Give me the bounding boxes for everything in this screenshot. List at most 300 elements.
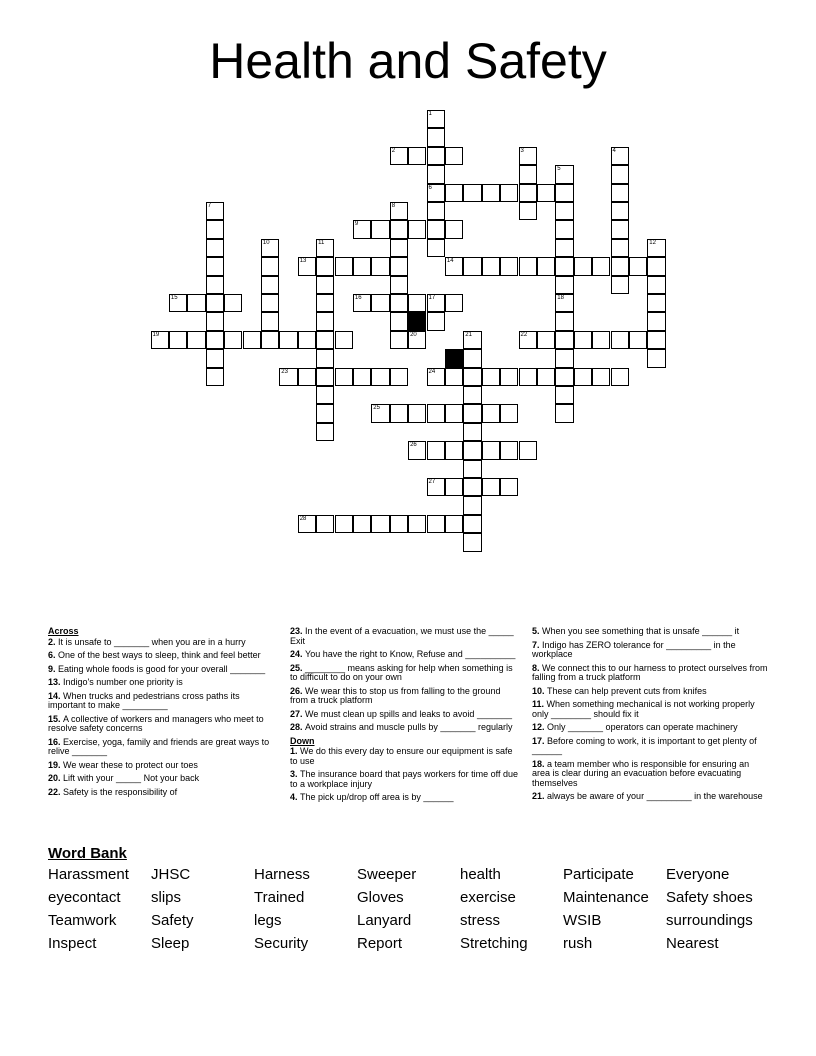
grid-cell[interactable] bbox=[445, 184, 463, 202]
grid-cell[interactable] bbox=[537, 368, 555, 386]
grid-cell[interactable] bbox=[298, 331, 316, 349]
grid-cell[interactable] bbox=[463, 368, 481, 386]
grid-cell[interactable] bbox=[298, 368, 316, 386]
clue bbox=[290, 710, 518, 720]
grid-cell[interactable] bbox=[279, 331, 297, 349]
grid-cell[interactable] bbox=[519, 184, 537, 202]
word-bank-word: Sweeper bbox=[357, 866, 417, 883]
clue-text: We connect this to our harness to protect ourselves from falling from a truck platform bbox=[532, 662, 768, 682]
clue bbox=[290, 664, 518, 683]
clues-column-1 bbox=[48, 627, 276, 801]
grid-cell[interactable] bbox=[555, 257, 573, 275]
clue-text: Only _______ operators can operate machinery bbox=[547, 722, 738, 732]
clue-text: When you see something that is unsafe ______ it bbox=[542, 626, 740, 636]
word-bank-word: Everyone bbox=[666, 866, 730, 883]
grid-cell[interactable] bbox=[151, 331, 169, 349]
grid-cell[interactable] bbox=[611, 220, 629, 238]
grid-cell[interactable] bbox=[463, 478, 481, 496]
grid-cell[interactable] bbox=[353, 515, 371, 533]
clue-number: 23 bbox=[281, 368, 288, 375]
grid-cell[interactable] bbox=[316, 386, 334, 404]
grid-cell[interactable] bbox=[647, 331, 665, 349]
grid-cell[interactable] bbox=[555, 404, 573, 422]
grid-cell[interactable] bbox=[261, 294, 279, 312]
clue-label: 28. bbox=[290, 722, 306, 732]
grid-cell[interactable] bbox=[519, 257, 537, 275]
grid-cell[interactable] bbox=[482, 184, 500, 202]
grid-cell[interactable] bbox=[445, 368, 463, 386]
grid-cell[interactable] bbox=[187, 331, 205, 349]
clue-text: In the event of a evacuation, we must use the _____ Exit bbox=[290, 626, 514, 646]
grid-cell[interactable] bbox=[427, 165, 445, 183]
clue-number: 3 bbox=[520, 147, 524, 154]
grid-cell[interactable] bbox=[279, 368, 297, 386]
clue bbox=[48, 788, 276, 798]
grid-cell[interactable] bbox=[629, 257, 647, 275]
clue-label: 23. bbox=[290, 626, 306, 636]
clue-text: Lift with your _____ Not your back bbox=[63, 773, 200, 783]
clue bbox=[48, 715, 276, 734]
grid-cell[interactable] bbox=[445, 515, 463, 533]
grid-cell[interactable] bbox=[574, 331, 592, 349]
grid-cell[interactable] bbox=[390, 312, 408, 330]
clue bbox=[532, 687, 768, 697]
grid-cell[interactable] bbox=[463, 386, 481, 404]
clue bbox=[532, 627, 768, 637]
grid-cell[interactable] bbox=[463, 460, 481, 478]
grid-cell[interactable] bbox=[592, 368, 610, 386]
word-bank-word: surroundings bbox=[666, 912, 753, 929]
clue-label: 5. bbox=[532, 626, 543, 636]
grid-cell[interactable] bbox=[500, 368, 518, 386]
across-clue-list-continued bbox=[290, 627, 518, 733]
clue-number: 4 bbox=[612, 147, 616, 154]
grid-cell[interactable] bbox=[482, 368, 500, 386]
grid-cell[interactable] bbox=[261, 312, 279, 330]
grid-cell[interactable] bbox=[408, 294, 426, 312]
grid-cell[interactable] bbox=[555, 184, 573, 202]
clue-text: When trucks and pedestrians cross paths its important to make _________ bbox=[48, 690, 240, 710]
grid-cell[interactable] bbox=[390, 331, 408, 349]
clue-number: 21 bbox=[465, 331, 472, 338]
black-cell bbox=[445, 349, 463, 367]
word-bank-word: Safety shoes bbox=[666, 889, 753, 906]
grid-cell[interactable] bbox=[519, 202, 537, 220]
grid-cell[interactable] bbox=[611, 368, 629, 386]
grid-cell[interactable] bbox=[427, 110, 445, 128]
word-bank-word: Inspect bbox=[48, 935, 97, 952]
grid-cell[interactable] bbox=[316, 515, 334, 533]
clue bbox=[48, 761, 276, 771]
grid-cell[interactable] bbox=[316, 312, 334, 330]
word-bank-word: slips bbox=[151, 889, 182, 906]
clue-number: 6 bbox=[428, 184, 432, 191]
grid-cell[interactable] bbox=[371, 294, 389, 312]
clue bbox=[48, 738, 276, 757]
clue bbox=[48, 692, 276, 711]
grid-cell[interactable] bbox=[647, 312, 665, 330]
clue-text: You have the right to Know, Refuse and __________ bbox=[305, 649, 516, 659]
grid-cell[interactable] bbox=[371, 220, 389, 238]
grid-cell[interactable] bbox=[519, 331, 537, 349]
grid-cell[interactable] bbox=[519, 147, 537, 165]
grid-cell[interactable] bbox=[371, 515, 389, 533]
clue-number: 24 bbox=[428, 368, 436, 375]
clue-number: 19 bbox=[152, 331, 160, 338]
grid-cell[interactable] bbox=[390, 147, 408, 165]
grid-cell[interactable] bbox=[427, 368, 445, 386]
grid-cell[interactable] bbox=[169, 331, 187, 349]
grid-cell[interactable] bbox=[611, 276, 629, 294]
grid-cell[interactable] bbox=[463, 349, 481, 367]
grid-cell[interactable] bbox=[555, 386, 573, 404]
grid-cell[interactable] bbox=[390, 239, 408, 257]
clue-text: Eating whole foods is good for your overall _______ bbox=[58, 663, 266, 674]
grid-cell[interactable] bbox=[463, 257, 481, 275]
clue-number: 10 bbox=[262, 239, 270, 246]
grid-cell[interactable] bbox=[408, 441, 426, 459]
clue-number: 7 bbox=[207, 203, 212, 209]
clue-number: 20 bbox=[410, 331, 417, 338]
clue-number: 26 bbox=[410, 442, 417, 449]
clue-text: a team member who is responsible for ensuring an area is clear during an evacuation before evacuating themselves bbox=[532, 758, 750, 788]
clue bbox=[532, 641, 768, 660]
word-bank-word: Trained bbox=[254, 889, 305, 906]
grid-cell[interactable] bbox=[555, 202, 573, 220]
grid-cell[interactable] bbox=[574, 257, 592, 275]
clue-label: 18. bbox=[532, 758, 548, 769]
grid-cell[interactable] bbox=[427, 441, 445, 459]
clue bbox=[290, 723, 518, 733]
word-bank-word: Lanyard bbox=[357, 912, 412, 929]
clue bbox=[48, 651, 276, 661]
grid-cell[interactable] bbox=[463, 331, 481, 349]
word-bank-word: JHSC bbox=[151, 866, 191, 883]
grid-cell[interactable] bbox=[555, 294, 573, 312]
word-bank-word: Gloves bbox=[357, 889, 404, 906]
word-bank-word: Nearest bbox=[666, 935, 719, 952]
grid-cell[interactable] bbox=[169, 294, 187, 312]
grid-cell[interactable] bbox=[463, 404, 481, 422]
grid-cell[interactable] bbox=[316, 404, 334, 422]
word-bank-word: Harassment bbox=[48, 866, 129, 883]
grid-cell[interactable] bbox=[371, 368, 389, 386]
word-bank-word: eyecontact bbox=[48, 889, 121, 906]
clue-label: 24. bbox=[290, 649, 306, 659]
clue-number: 5 bbox=[557, 166, 561, 173]
grid-cell[interactable] bbox=[408, 147, 426, 165]
grid-cell[interactable] bbox=[427, 515, 445, 533]
grid-cell[interactable] bbox=[206, 276, 224, 294]
clue-label: 14. bbox=[48, 690, 64, 701]
black-cell bbox=[408, 312, 426, 330]
grid-cell[interactable] bbox=[592, 257, 610, 275]
clue-text: Indigo's number one priority is bbox=[63, 677, 183, 687]
grid-cell[interactable] bbox=[445, 404, 463, 422]
clue-text: The pick up/drop off area is by ______ bbox=[300, 792, 454, 802]
clue-number: 14 bbox=[446, 258, 454, 265]
grid-cell[interactable] bbox=[261, 257, 279, 275]
grid-cell[interactable] bbox=[206, 257, 224, 275]
page-title: Health and Safety bbox=[209, 33, 607, 89]
word-bank-word: Teamwork bbox=[48, 912, 117, 929]
grid-cell[interactable] bbox=[316, 423, 334, 441]
grid-cell[interactable] bbox=[243, 331, 261, 349]
grid-cell[interactable] bbox=[390, 404, 408, 422]
grid-cell[interactable] bbox=[500, 257, 518, 275]
grid-cell[interactable] bbox=[647, 257, 665, 275]
grid-cell[interactable] bbox=[647, 276, 665, 294]
clue-label: 12. bbox=[532, 722, 548, 732]
grid-cell[interactable] bbox=[316, 331, 334, 349]
grid-cell[interactable] bbox=[408, 404, 426, 422]
clue-number: 22 bbox=[520, 331, 528, 338]
grid-cell[interactable] bbox=[445, 441, 463, 459]
word-bank-word: exercise bbox=[460, 889, 516, 906]
grid-cell[interactable] bbox=[555, 276, 573, 294]
grid-cell[interactable] bbox=[298, 257, 316, 275]
clue-label: 1. bbox=[290, 746, 301, 756]
grid-cell[interactable] bbox=[206, 331, 224, 349]
grid-cell[interactable] bbox=[316, 276, 334, 294]
grid-cell[interactable] bbox=[537, 257, 555, 275]
grid-cell[interactable] bbox=[537, 184, 555, 202]
grid-cell[interactable] bbox=[482, 257, 500, 275]
grid-cell[interactable] bbox=[316, 349, 334, 367]
clue-label: 16. bbox=[48, 736, 64, 747]
grid-cell[interactable] bbox=[611, 239, 629, 257]
word-bank-word: Participate bbox=[563, 866, 634, 883]
clue-text: We wear this to stop us from falling to the ground from a truck platform bbox=[290, 685, 501, 705]
clue bbox=[290, 747, 518, 766]
clue-label: 20. bbox=[48, 773, 64, 783]
grid-cell[interactable] bbox=[390, 220, 408, 238]
grid-cell[interactable] bbox=[611, 147, 629, 165]
word-bank-word: health bbox=[460, 866, 501, 883]
clue bbox=[48, 774, 276, 784]
grid-cell[interactable] bbox=[316, 368, 334, 386]
grid-cell[interactable] bbox=[206, 349, 224, 367]
clue bbox=[290, 687, 518, 706]
grid-cell[interactable] bbox=[555, 349, 573, 367]
grid-cell[interactable] bbox=[390, 368, 408, 386]
grid-cell[interactable] bbox=[206, 294, 224, 312]
clue-label: 9. bbox=[48, 663, 59, 674]
down-clue-list bbox=[290, 747, 518, 803]
grid-cell[interactable] bbox=[463, 423, 481, 441]
clue bbox=[48, 665, 276, 675]
grid-cell[interactable] bbox=[427, 312, 445, 330]
grid-cell[interactable] bbox=[427, 184, 445, 202]
clue-text: One of the best ways to sleep, think and feel better bbox=[58, 650, 261, 660]
grid-cell[interactable] bbox=[482, 404, 500, 422]
grid-cell[interactable] bbox=[316, 239, 334, 257]
clue bbox=[290, 627, 518, 646]
grid-cell[interactable] bbox=[224, 331, 242, 349]
clue-number: 1 bbox=[428, 111, 432, 117]
clue-text: ________ means asking for help when something is to difficult to do on your own bbox=[290, 662, 513, 682]
grid-cell[interactable] bbox=[206, 312, 224, 330]
clue-label: 21. bbox=[532, 791, 548, 801]
clue bbox=[532, 760, 768, 789]
clues-column-3 bbox=[532, 627, 768, 806]
clue-text: A collective of workers and managers who meet to resolve safety concerns bbox=[48, 713, 264, 733]
grid-cell[interactable] bbox=[482, 441, 500, 459]
grid-cell[interactable] bbox=[390, 202, 408, 220]
grid-cell[interactable] bbox=[206, 239, 224, 257]
grid-cell[interactable] bbox=[463, 533, 481, 551]
clue bbox=[532, 737, 768, 756]
grid-cell[interactable] bbox=[371, 257, 389, 275]
clue-text: We wear these to protect our toes bbox=[63, 759, 198, 770]
grid-cell[interactable] bbox=[316, 257, 334, 275]
clue-number: 8 bbox=[391, 203, 396, 209]
grid-cell[interactable] bbox=[427, 478, 445, 496]
word-bank-word: stress bbox=[460, 912, 501, 929]
clue-text: These can help prevent cuts from knifes bbox=[547, 685, 707, 696]
grid-cell[interactable] bbox=[224, 294, 242, 312]
clue-label: 13. bbox=[48, 677, 64, 687]
grid-cell[interactable] bbox=[353, 368, 371, 386]
grid-cell[interactable] bbox=[500, 441, 518, 459]
grid-cell[interactable] bbox=[611, 331, 629, 349]
clue-text: We must clean up spills and leaks to avoid _______ bbox=[305, 708, 512, 719]
grid-cell[interactable] bbox=[445, 294, 463, 312]
grid-cell[interactable] bbox=[555, 165, 573, 183]
clue-label: 2. bbox=[48, 636, 59, 647]
grid-cell[interactable] bbox=[206, 368, 224, 386]
grid-cell[interactable] bbox=[647, 294, 665, 312]
grid-cell[interactable] bbox=[390, 257, 408, 275]
grid-cell[interactable] bbox=[335, 515, 353, 533]
grid-cell[interactable] bbox=[574, 368, 592, 386]
grid-cell[interactable] bbox=[316, 294, 334, 312]
grid-cell[interactable] bbox=[445, 220, 463, 238]
grid-cell[interactable] bbox=[647, 349, 665, 367]
grid-cell[interactable] bbox=[335, 331, 353, 349]
word-bank-word: Sleep bbox=[151, 935, 190, 952]
grid-cell[interactable] bbox=[555, 239, 573, 257]
grid-cell[interactable] bbox=[390, 276, 408, 294]
grid-cell[interactable] bbox=[187, 294, 205, 312]
grid-cell[interactable] bbox=[390, 515, 408, 533]
clue-label: 6. bbox=[48, 650, 59, 660]
grid-cell[interactable] bbox=[463, 515, 481, 533]
clue-label: 26. bbox=[290, 685, 306, 696]
clue-number: 15 bbox=[170, 295, 178, 301]
grid-cell[interactable] bbox=[629, 331, 647, 349]
grid-cell[interactable] bbox=[353, 257, 371, 275]
grid-cell[interactable] bbox=[611, 257, 629, 275]
grid-cell[interactable] bbox=[408, 220, 426, 238]
grid-cell[interactable] bbox=[261, 276, 279, 294]
clue-number: 17 bbox=[428, 295, 436, 301]
grid-cell[interactable] bbox=[353, 220, 371, 238]
grid-cell[interactable] bbox=[427, 239, 445, 257]
grid-cell[interactable] bbox=[555, 331, 573, 349]
clue bbox=[290, 650, 518, 660]
grid-cell[interactable] bbox=[555, 220, 573, 238]
clue-text: The insurance board that pays workers for time off due to a workplace injury bbox=[290, 769, 518, 789]
grid-cell[interactable] bbox=[335, 257, 353, 275]
grid-cell[interactable] bbox=[390, 294, 408, 312]
grid-cell[interactable] bbox=[445, 257, 463, 275]
grid-cell[interactable] bbox=[500, 478, 518, 496]
grid-cell[interactable] bbox=[592, 331, 610, 349]
grid-cell[interactable] bbox=[647, 239, 665, 257]
grid-cell[interactable] bbox=[335, 368, 353, 386]
grid-cell[interactable] bbox=[427, 294, 445, 312]
grid-cell[interactable] bbox=[463, 441, 481, 459]
grid-cell[interactable] bbox=[463, 184, 481, 202]
clue-label: 3. bbox=[290, 769, 301, 779]
grid-cell[interactable] bbox=[206, 220, 224, 238]
grid-cell[interactable] bbox=[206, 202, 224, 220]
grid-cell[interactable] bbox=[353, 294, 371, 312]
clue-number: 12 bbox=[649, 239, 656, 246]
grid-cell[interactable] bbox=[427, 128, 445, 146]
clue-label: 4. bbox=[290, 792, 301, 802]
clue-label: 27. bbox=[290, 708, 306, 719]
word-bank-word: WSIB bbox=[563, 912, 602, 929]
clue-label: 10. bbox=[532, 685, 548, 696]
grid-cell[interactable] bbox=[261, 331, 279, 349]
grid-cell[interactable] bbox=[500, 404, 518, 422]
grid-cell[interactable] bbox=[611, 184, 629, 202]
clue-label: 7. bbox=[532, 639, 543, 650]
clue bbox=[532, 700, 768, 719]
clue bbox=[532, 723, 768, 733]
grid-cell[interactable] bbox=[537, 331, 555, 349]
grid-cell[interactable] bbox=[555, 312, 573, 330]
word-bank-word: Maintenance bbox=[563, 889, 649, 906]
clue bbox=[48, 638, 276, 648]
grid-cell[interactable] bbox=[519, 165, 537, 183]
grid-cell[interactable] bbox=[500, 184, 518, 202]
grid-cell[interactable] bbox=[408, 515, 426, 533]
down-clue-list-continued bbox=[532, 627, 768, 802]
grid-cell[interactable] bbox=[611, 202, 629, 220]
grid-cell[interactable] bbox=[519, 441, 537, 459]
clue-text: always be aware of your _________ in the warehouse bbox=[547, 791, 763, 801]
clue-label: 17. bbox=[532, 735, 548, 746]
clue-number: 2 bbox=[391, 147, 396, 154]
grid-cell[interactable] bbox=[298, 515, 316, 533]
grid-cell[interactable] bbox=[261, 239, 279, 257]
grid-cell[interactable] bbox=[445, 147, 463, 165]
clue-number: 9 bbox=[354, 221, 359, 228]
grid-cell[interactable] bbox=[463, 496, 481, 514]
grid-cell[interactable] bbox=[427, 202, 445, 220]
grid-cell[interactable] bbox=[427, 147, 445, 165]
grid-cell[interactable] bbox=[611, 165, 629, 183]
grid-cell[interactable] bbox=[555, 368, 573, 386]
clue-number: 28 bbox=[299, 515, 307, 522]
grid-cell[interactable] bbox=[482, 478, 500, 496]
clue bbox=[48, 678, 276, 688]
down-heading: Down bbox=[290, 735, 315, 746]
grid-cell[interactable] bbox=[445, 478, 463, 496]
grid-cell[interactable] bbox=[427, 404, 445, 422]
grid-cell[interactable] bbox=[408, 331, 426, 349]
word-bank-word: Harness bbox=[254, 866, 310, 883]
grid-cell[interactable] bbox=[519, 368, 537, 386]
grid-cell[interactable] bbox=[371, 404, 389, 422]
word-bank-word: Security bbox=[254, 935, 309, 952]
word-bank-word: legs bbox=[254, 912, 282, 929]
clue bbox=[290, 793, 518, 803]
grid-cell[interactable] bbox=[427, 220, 445, 238]
